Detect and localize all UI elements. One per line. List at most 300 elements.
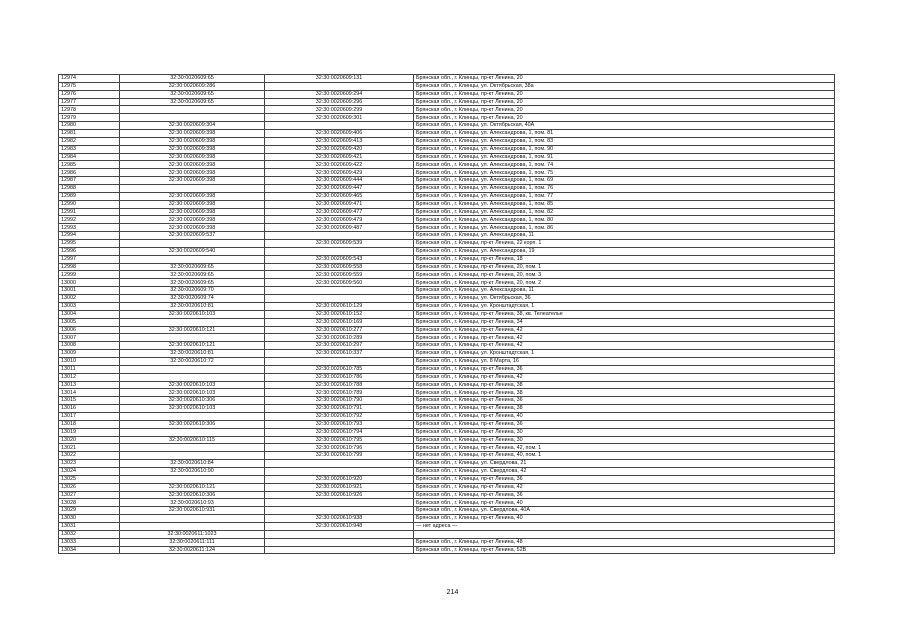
row-number-cell: 13008: [59, 342, 120, 350]
table-row: [59, 326, 835, 334]
address-cell: Брянская обл., г. Клинцы, пр-кт Ленина, 42: [414, 373, 835, 381]
row-number-cell: 13020: [59, 436, 120, 444]
address-cell: Брянская обл., г. Клинцы, пр-кт Ленина, 42, пом. 1: [414, 444, 835, 452]
address-cell: Брянская обл., г. Клинцы, ул. Александрова, 19: [414, 247, 835, 255]
table-row: [59, 208, 835, 216]
parcel-number-cell: 32:30:0020609:537: [120, 232, 265, 240]
row-number-cell: 12993: [59, 224, 120, 232]
address-cell: Брянская обл., г. Клинцы, ул. Александрова, 1, пом. 86: [414, 224, 835, 232]
building-number-cell: [265, 530, 414, 538]
table-row: [59, 279, 835, 287]
building-number-cell: 32:30:0020610:152: [265, 310, 414, 318]
address-cell: Брянская обл., г. Клинцы, ул. 8 Марта, 16: [414, 357, 835, 365]
table-row: [59, 467, 835, 475]
row-number-cell: 13001: [59, 287, 120, 295]
building-number-cell: 32:30:0020609:487: [265, 224, 414, 232]
address-cell: Брянская обл., г. Клинцы, пр-кт Ленина, 38: [414, 381, 835, 389]
address-cell: Брянская обл., г. Клинцы, пр-кт Ленина, 38, кв. Телеателье: [414, 310, 835, 318]
parcel-number-cell: 32:30:0020609:65: [120, 90, 265, 98]
address-cell: Брянская обл., г. Клинцы, ул. Александрова, 1, пом. 69: [414, 177, 835, 185]
building-number-cell: 32:30:0020610:794: [265, 428, 414, 436]
table-row: [59, 318, 835, 326]
parcel-number-cell: 32:30:0020610:103: [120, 405, 265, 413]
row-number-cell: 13025: [59, 475, 120, 483]
row-number-cell: 13022: [59, 452, 120, 460]
cadastral-table-body: [59, 75, 835, 554]
row-number-cell: 13034: [59, 546, 120, 554]
parcel-number-cell: 32:30:0020610:103: [120, 310, 265, 318]
row-number-cell: 12984: [59, 153, 120, 161]
address-cell: Брянская обл., г. Клинцы, пр-кт Ленина, 34: [414, 318, 835, 326]
address-cell: Брянская обл., г. Клинцы, пр-кт Ленина, 42: [414, 326, 835, 334]
table-row: [59, 342, 835, 350]
parcel-number-cell: [120, 412, 265, 420]
address-cell: Брянская обл., г. Клинцы, пр-кт Ленина, 20: [414, 106, 835, 114]
parcel-number-cell: 32:30:0020609:398: [120, 145, 265, 153]
building-number-cell: 32:30:0020610:795: [265, 436, 414, 444]
table-row: [59, 185, 835, 193]
building-number-cell: 32:30:0020610:793: [265, 420, 414, 428]
building-number-cell: [265, 507, 414, 515]
page-number: 214: [446, 589, 459, 596]
parcel-number-cell: 32:30:0020610:931: [120, 507, 265, 515]
address-cell: Брянская обл., г. Клинцы, пр-кт Ленина, 40: [414, 412, 835, 420]
row-number-cell: 13024: [59, 467, 120, 475]
row-number-cell: 13016: [59, 405, 120, 413]
building-number-cell: [265, 546, 414, 554]
building-number-cell: [265, 460, 414, 468]
address-cell: Брянская обл., г. Клинцы, пр-кт Ленина, 20: [414, 114, 835, 122]
parcel-number-cell: 32:30:0020610:121: [120, 326, 265, 334]
table-row: [59, 130, 835, 138]
address-cell: Брянская обл., г. Клинцы, ул. Александрова, 1, пом. 77: [414, 192, 835, 200]
parcel-number-cell: [120, 444, 265, 452]
address-cell: Брянская обл., г. Клинцы, пр-кт Ленина, 18: [414, 255, 835, 263]
parcel-number-cell: 32:30:0020610:84: [120, 460, 265, 468]
parcel-number-cell: 32:30:0020609:398: [120, 161, 265, 169]
parcel-number-cell: 32:30:0020609:304: [120, 122, 265, 130]
building-number-cell: 32:30:0020610:337: [265, 350, 414, 358]
parcel-number-cell: 32:30:0020610:121: [120, 483, 265, 491]
building-number-cell: [265, 538, 414, 546]
parcel-number-cell: [120, 365, 265, 373]
table-row: [59, 287, 835, 295]
parcel-number-cell: 32:30:0020611:124: [120, 546, 265, 554]
address-cell: Брянская обл., г. Клинцы, ул. Кронштадтская, 1: [414, 302, 835, 310]
address-cell: Брянская обл., г. Клинцы, пр-кт Ленина, 36: [414, 397, 835, 405]
address-cell: Брянская обл., г. Клинцы, ул. Александрова, 1, пом. 75: [414, 169, 835, 177]
address-cell: Брянская обл., г. Клинцы, пр-кт Ленина, 40, пом. 1: [414, 452, 835, 460]
row-number-cell: 13027: [59, 491, 120, 499]
building-number-cell: 32:30:0020610:926: [265, 491, 414, 499]
address-cell: Брянская обл., г. Клинцы, ул. Октябрьская, 36: [414, 295, 835, 303]
parcel-number-cell: [120, 318, 265, 326]
building-number-cell: 32:30:0020609:413: [265, 137, 414, 145]
table-row: [59, 350, 835, 358]
registry-sheet: [58, 74, 835, 554]
building-number-cell: 32:30:0020609:471: [265, 200, 414, 208]
row-number-cell: 13010: [59, 357, 120, 365]
parcel-number-cell: 32:30:0020610:93: [120, 499, 265, 507]
table-row: [59, 177, 835, 185]
address-cell: Брянская обл., г. Клинцы, ул. Октябрьская, 38а: [414, 82, 835, 90]
building-number-cell: 32:30:0020610:791: [265, 405, 414, 413]
row-number-cell: 13007: [59, 334, 120, 342]
building-number-cell: 32:30:0020610:790: [265, 397, 414, 405]
parcel-number-cell: 32:30:0020610:306: [120, 420, 265, 428]
parcel-number-cell: 32:30:0020610:72: [120, 357, 265, 365]
parcel-number-cell: [120, 185, 265, 193]
building-number-cell: 32:30:0020610:948: [265, 522, 414, 530]
parcel-number-cell: 32:30:0020609:398: [120, 192, 265, 200]
row-number-cell: 13023: [59, 460, 120, 468]
table-row: [59, 530, 835, 538]
table-row: [59, 546, 835, 554]
building-number-cell: 32:30:0020610:796: [265, 444, 414, 452]
address-cell: Брянская обл., г. Клинцы, пр-кт Ленина, 20: [414, 75, 835, 83]
parcel-number-cell: 32:30:0020609:286: [120, 82, 265, 90]
building-number-cell: [265, 232, 414, 240]
building-number-cell: [265, 295, 414, 303]
table-row: [59, 381, 835, 389]
parcel-number-cell: 32:30:0020610:115: [120, 436, 265, 444]
building-number-cell: 32:30:0020609:294: [265, 90, 414, 98]
row-number-cell: 13006: [59, 326, 120, 334]
table-row: [59, 122, 835, 130]
address-cell: Брянская обл., г. Клинцы, пр-кт Ленина, 22 корп. 1: [414, 240, 835, 248]
address-cell: Брянская обл., г. Клинцы, пр-кт Ленина, 36: [414, 475, 835, 483]
address-cell: Брянская обл., г. Клинцы, пр-кт Ленина, 40: [414, 515, 835, 523]
row-number-cell: 13012: [59, 373, 120, 381]
building-number-cell: 32:30:0020610:169: [265, 318, 414, 326]
parcel-number-cell: 32:30:0020609:65: [120, 263, 265, 271]
table-row: [59, 357, 835, 365]
address-cell: Брянская обл., г. Клинцы, ул. Свердлова, 42: [414, 467, 835, 475]
row-number-cell: 13004: [59, 310, 120, 318]
building-number-cell: 32:30:0020609:420: [265, 145, 414, 153]
row-number-cell: 13019: [59, 428, 120, 436]
address-cell: Брянская обл., г. Клинцы, ул. Свердлова, 21: [414, 460, 835, 468]
parcel-number-cell: [120, 114, 265, 122]
row-number-cell: 13031: [59, 522, 120, 530]
building-number-cell: 32:30:0020609:560: [265, 279, 414, 287]
row-number-cell: 13003: [59, 302, 120, 310]
row-number-cell: 13002: [59, 295, 120, 303]
parcel-number-cell: 32:30:0020610:306: [120, 491, 265, 499]
address-cell: Брянская обл., г. Клинцы, пр-кт Ленина, 30: [414, 436, 835, 444]
address-cell: Брянская обл., г. Клинцы, пр-кт Ленина, 20, пом. 1: [414, 263, 835, 271]
row-number-cell: 12988: [59, 185, 120, 193]
row-number-cell: 12985: [59, 161, 120, 169]
row-number-cell: 12995: [59, 240, 120, 248]
table-row: [59, 255, 835, 263]
table-row: [59, 161, 835, 169]
building-number-cell: 32:30:0020609:465: [265, 192, 414, 200]
table-row: [59, 145, 835, 153]
parcel-number-cell: 32:30:0020609:65: [120, 98, 265, 106]
address-cell: Брянская обл., г. Клинцы, ул. Александрова, 1, пом. 81: [414, 130, 835, 138]
row-number-cell: 13030: [59, 515, 120, 523]
row-number-cell: 12976: [59, 90, 120, 98]
table-row: [59, 405, 835, 413]
table-row: [59, 192, 835, 200]
table-row: [59, 389, 835, 397]
table-row: [59, 515, 835, 523]
row-number-cell: 13005: [59, 318, 120, 326]
address-cell: Брянская обл., г. Клинцы, ул. Александрова, 1, пом. 90: [414, 145, 835, 153]
building-number-cell: [265, 247, 414, 255]
parcel-number-cell: [120, 428, 265, 436]
row-number-cell: 12977: [59, 98, 120, 106]
parcel-number-cell: 32:30:0020609:65: [120, 271, 265, 279]
parcel-number-cell: 32:30:0020610:90: [120, 467, 265, 475]
row-number-cell: 13021: [59, 444, 120, 452]
table-row: [59, 397, 835, 405]
building-number-cell: [265, 287, 414, 295]
parcel-number-cell: [120, 240, 265, 248]
address-cell: Брянская обл., г. Клинцы, пр-кт Ленина, 48: [414, 538, 835, 546]
address-cell: Брянская обл., г. Клинцы, ул. Александрова, 1, пом. 80: [414, 216, 835, 224]
building-number-cell: 32:30:0020609:421: [265, 153, 414, 161]
building-number-cell: 32:30:0020610:277: [265, 326, 414, 334]
building-number-cell: 32:30:0020610:792: [265, 412, 414, 420]
building-number-cell: 32:30:0020609:539: [265, 240, 414, 248]
building-number-cell: 32:30:0020610:788: [265, 381, 414, 389]
row-number-cell: 13000: [59, 279, 120, 287]
table-row: [59, 412, 835, 420]
building-number-cell: [265, 357, 414, 365]
address-cell: Брянская обл., г. Клинцы, ул. Александрова, 1, пом. 76: [414, 185, 835, 193]
table-row: [59, 137, 835, 145]
parcel-number-cell: [120, 522, 265, 530]
row-number-cell: 12989: [59, 192, 120, 200]
parcel-number-cell: [120, 373, 265, 381]
parcel-number-cell: 32:30:0020609:398: [120, 200, 265, 208]
address-cell: Брянская обл., г. Клинцы, пр-кт Ленина, 20, пом. 3: [414, 271, 835, 279]
row-number-cell: 13018: [59, 420, 120, 428]
parcel-number-cell: 32:30:0020610:121: [120, 342, 265, 350]
address-cell: Брянская обл., г. Клинцы, пр-кт Ленина, 38: [414, 389, 835, 397]
building-number-cell: 32:30:0020609:406: [265, 130, 414, 138]
address-cell: Брянская обл., г. Клинцы, пр-кт Ленина, 40: [414, 499, 835, 507]
table-row: [59, 310, 835, 318]
table-row: [59, 420, 835, 428]
parcel-number-cell: 32:30:0020609:398: [120, 208, 265, 216]
row-number-cell: 13015: [59, 397, 120, 405]
row-number-cell: 12990: [59, 200, 120, 208]
row-number-cell: 12975: [59, 82, 120, 90]
address-cell: Брянская обл., г. Клинцы, ул. Свердлова, 40А: [414, 507, 835, 515]
building-number-cell: [265, 499, 414, 507]
parcel-number-cell: 32:30:0020609:65: [120, 75, 265, 83]
table-row: [59, 538, 835, 546]
table-row: [59, 114, 835, 122]
building-number-cell: 32:30:0020610:921: [265, 483, 414, 491]
table-row: [59, 499, 835, 507]
parcel-number-cell: 32:30:0020609:398: [120, 137, 265, 145]
parcel-number-cell: [120, 475, 265, 483]
row-number-cell: 13029: [59, 507, 120, 515]
building-number-cell: [265, 467, 414, 475]
parcel-number-cell: 32:30:0020609:65: [120, 279, 265, 287]
table-row: [59, 436, 835, 444]
building-number-cell: 32:30:0020610:785: [265, 365, 414, 373]
parcel-number-cell: 32:30:0020609:398: [120, 224, 265, 232]
table-row: [59, 90, 835, 98]
row-number-cell: 13032: [59, 530, 120, 538]
table-row: [59, 263, 835, 271]
table-row: [59, 295, 835, 303]
table-row: [59, 200, 835, 208]
parcel-number-cell: 32:30:0020609:70: [120, 287, 265, 295]
row-number-cell: 13011: [59, 365, 120, 373]
row-number-cell: 12983: [59, 145, 120, 153]
table-row: [59, 240, 835, 248]
address-cell: Брянская обл., г. Клинцы, пр-кт Ленина, 42: [414, 334, 835, 342]
parcel-number-cell: 32:30:0020610:81: [120, 350, 265, 358]
table-row: [59, 82, 835, 90]
parcel-number-cell: 32:30:0020609:74: [120, 295, 265, 303]
table-row: [59, 271, 835, 279]
cadastral-table: [58, 74, 835, 554]
row-number-cell: 13009: [59, 350, 120, 358]
address-cell: Брянская обл., г. Клинцы, пр-кт Ленина, 42: [414, 483, 835, 491]
row-number-cell: 12996: [59, 247, 120, 255]
table-row: [59, 232, 835, 240]
address-cell: Брянская обл., г. Клинцы, ул. Александрова, 1, пом. 82: [414, 208, 835, 216]
building-number-cell: 32:30:0020610:920: [265, 475, 414, 483]
row-number-cell: 12978: [59, 106, 120, 114]
table-row: [59, 444, 835, 452]
table-row: [59, 216, 835, 224]
row-number-cell: 13013: [59, 381, 120, 389]
parcel-number-cell: [120, 452, 265, 460]
parcel-number-cell: 32:30:0020610:306: [120, 397, 265, 405]
address-cell: Брянская обл., г. Клинцы, ул. Александрова, 11: [414, 287, 835, 295]
address-cell: Брянская обл., г. Клинцы, пр-кт Ленина, 42: [414, 342, 835, 350]
building-number-cell: 32:30:0020609:444: [265, 177, 414, 185]
parcel-number-cell: 32:30:0020609:398: [120, 153, 265, 161]
address-cell: Брянская обл., г. Клинцы, пр-кт Ленина, 20, пом. 2: [414, 279, 835, 287]
parcel-number-cell: [120, 515, 265, 523]
table-row: [59, 153, 835, 161]
building-number-cell: 32:30:0020610:799: [265, 452, 414, 460]
address-cell: Брянская обл., г. Клинцы, пр-кт Ленина, 20: [414, 98, 835, 106]
parcel-number-cell: 32:30:0020610:103: [120, 381, 265, 389]
building-number-cell: 32:30:0020609:299: [265, 106, 414, 114]
row-number-cell: 13026: [59, 483, 120, 491]
address-cell: Брянская обл., г. Клинцы, пр-кт Ленина, 36: [414, 365, 835, 373]
address-cell: Брянская обл., г. Клинцы, пр-кт Ленина, 38: [414, 405, 835, 413]
row-number-cell: 12991: [59, 208, 120, 216]
table-row: [59, 365, 835, 373]
row-number-cell: 12997: [59, 255, 120, 263]
address-cell: Брянская обл., г. Клинцы, пр-кт Ленина, 30: [414, 428, 835, 436]
row-number-cell: 12981: [59, 130, 120, 138]
row-number-cell: 13028: [59, 499, 120, 507]
row-number-cell: 13017: [59, 412, 120, 420]
building-number-cell: 32:30:0020610:297: [265, 342, 414, 350]
table-row: [59, 428, 835, 436]
parcel-number-cell: 32:30:0020610:81: [120, 302, 265, 310]
building-number-cell: 32:30:0020609:558: [265, 263, 414, 271]
table-row: [59, 483, 835, 491]
parcel-number-cell: 32:30:0020609:398: [120, 177, 265, 185]
table-row: [59, 507, 835, 515]
parcel-number-cell: 32:30:0020611:1023: [120, 530, 265, 538]
table-row: [59, 169, 835, 177]
row-number-cell: 12992: [59, 216, 120, 224]
table-row: [59, 460, 835, 468]
table-row: [59, 491, 835, 499]
address-cell: Брянская обл., г. Клинцы, ул. Александрова, 1, пом. 83: [414, 137, 835, 145]
building-number-cell: 32:30:0020609:477: [265, 208, 414, 216]
row-number-cell: 12994: [59, 232, 120, 240]
address-cell: Брянская обл., г. Клинцы, ул. Кронштадтская, 1: [414, 350, 835, 358]
address-cell: Брянская обл., г. Клинцы, ул. Александрова, 1, пом. 85: [414, 200, 835, 208]
building-number-cell: 32:30:0020609:131: [265, 75, 414, 83]
parcel-number-cell: [120, 255, 265, 263]
row-number-cell: 13033: [59, 538, 120, 546]
row-number-cell: 12979: [59, 114, 120, 122]
table-row: [59, 475, 835, 483]
address-cell: Брянская обл., г. Клинцы, пр-кт Ленина, 36: [414, 491, 835, 499]
parcel-number-cell: 32:30:0020609:540: [120, 247, 265, 255]
table-row: [59, 247, 835, 255]
address-cell: Брянская обл., г. Клинцы, ул. Александрова, 1, пом. 91: [414, 153, 835, 161]
building-number-cell: 32:30:0020609:296: [265, 98, 414, 106]
parcel-number-cell: 32:30:0020610:103: [120, 389, 265, 397]
building-number-cell: 32:30:0020609:543: [265, 255, 414, 263]
row-number-cell: 12999: [59, 271, 120, 279]
building-number-cell: [265, 122, 414, 130]
row-number-cell: 13014: [59, 389, 120, 397]
row-number-cell: 12998: [59, 263, 120, 271]
building-number-cell: 32:30:0020610:789: [265, 389, 414, 397]
address-cell: Брянская обл., г. Клинцы, пр-кт Ленина, 20: [414, 90, 835, 98]
table-row: [59, 106, 835, 114]
address-cell: Брянская обл., г. Клинцы, ул. Александрова, 1, пом. 74: [414, 161, 835, 169]
building-number-cell: 32:30:0020609:479: [265, 216, 414, 224]
building-number-cell: 32:30:0020610:786: [265, 373, 414, 381]
building-number-cell: 32:30:0020610:289: [265, 334, 414, 342]
table-row: [59, 98, 835, 106]
address-cell: — нет адреса —: [414, 522, 835, 530]
table-row: [59, 334, 835, 342]
parcel-number-cell: 32:30:0020609:398: [120, 169, 265, 177]
table-row: [59, 75, 835, 83]
address-cell: Брянская обл., г. Клинцы, ул. Александрова, 11: [414, 232, 835, 240]
row-number-cell: 12986: [59, 169, 120, 177]
table-row: [59, 452, 835, 460]
table-row: [59, 224, 835, 232]
building-number-cell: 32:30:0020610:129: [265, 302, 414, 310]
parcel-number-cell: 32:30:0020609:398: [120, 130, 265, 138]
parcel-number-cell: 32:30:0020611:111: [120, 538, 265, 546]
address-cell: Брянская обл., г. Клинцы, ул. Октябрьская, 40А: [414, 122, 835, 130]
building-number-cell: [265, 82, 414, 90]
building-number-cell: 32:30:0020609:429: [265, 169, 414, 177]
address-cell: Брянская обл., г. Клинцы, пр-кт Ленина, 36: [414, 420, 835, 428]
parcel-number-cell: 32:30:0020609:398: [120, 216, 265, 224]
table-row: [59, 302, 835, 310]
row-number-cell: 12987: [59, 177, 120, 185]
building-number-cell: 32:30:0020610:938: [265, 515, 414, 523]
parcel-number-cell: [120, 106, 265, 114]
parcel-number-cell: [120, 334, 265, 342]
address-cell: Брянская обл., г. Клинцы, пр-кт Ленина, 52В: [414, 546, 835, 554]
table-row: [59, 373, 835, 381]
